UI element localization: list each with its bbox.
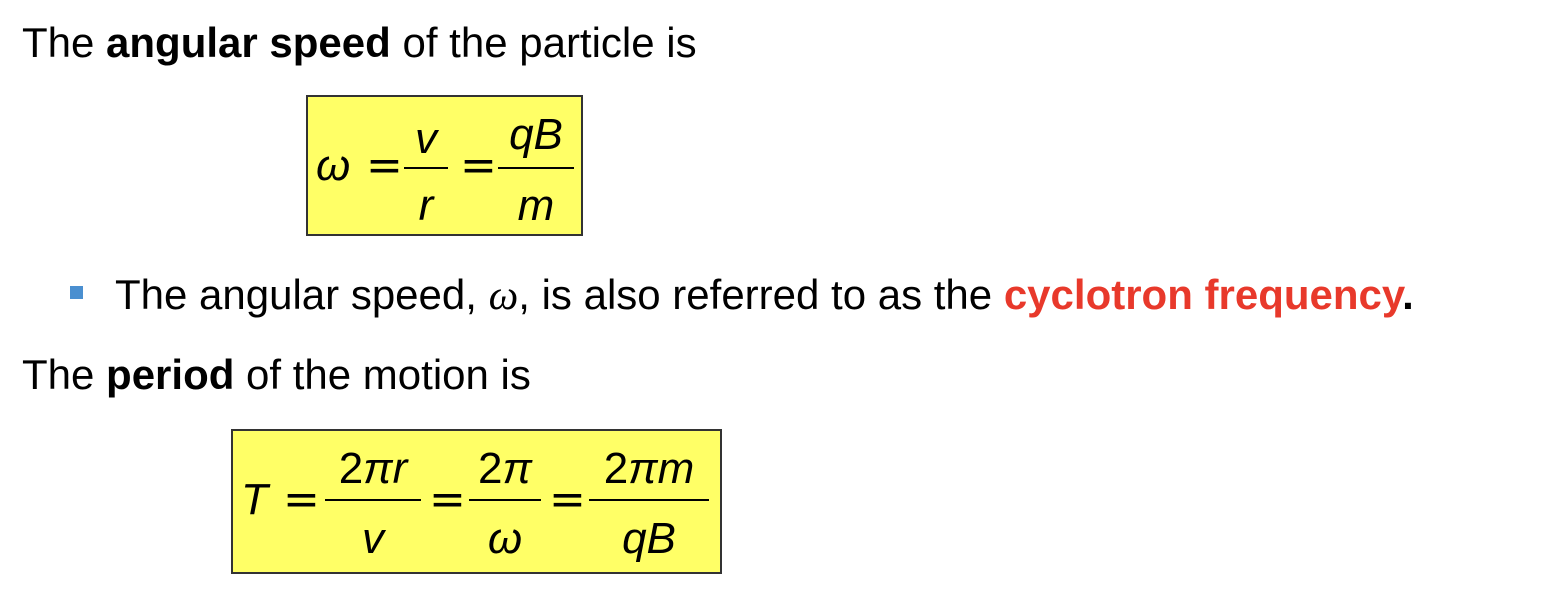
eq2-frac3-numerator xyxy=(589,444,709,493)
line1-bold-term: angular speed xyxy=(106,19,391,66)
eq1-frac1-bar xyxy=(404,167,448,169)
eq2-fraction-2pir-over-v xyxy=(325,431,421,576)
bullet-omega-symbol: ω xyxy=(488,273,519,319)
angular-speed-intro xyxy=(22,19,697,66)
eq2-equals-2: = xyxy=(429,474,466,525)
eq1-fraction-qB-over-m xyxy=(498,97,574,238)
eq2-fraction-2pim-over-qB xyxy=(589,431,709,576)
line3-suffix: of the motion is xyxy=(234,351,531,398)
eq1-frac1-denominator: r xyxy=(418,181,434,230)
eq2-frac1-denominator: v xyxy=(362,514,384,563)
period-equation-box xyxy=(231,429,722,574)
cyclotron-frequency-highlight: cyclotron frequency xyxy=(1003,271,1403,318)
eq2-frac3-digit: 2 xyxy=(603,444,629,493)
eq2-frac2-digit: 2 xyxy=(478,444,503,493)
line3-prefix: The xyxy=(22,351,107,398)
eq1-equals-1: = xyxy=(366,140,403,191)
line3-bold-term: period xyxy=(106,351,235,398)
eq2-frac2-denominator: ω xyxy=(487,514,523,563)
eq2-frac1-digit: 2 xyxy=(338,444,364,493)
line1-prefix: The xyxy=(22,19,107,66)
bullet-text-middle: , is also referred to as the xyxy=(518,271,1004,318)
eq2-frac2-bar xyxy=(469,499,541,501)
eq2-lhs-T: T xyxy=(241,475,268,524)
eq2-equals-1: = xyxy=(283,474,320,525)
eq2-frac3-rest: πm xyxy=(628,444,695,493)
eq2-fraction-2pi-over-omega xyxy=(469,431,541,576)
bullet-square-icon xyxy=(70,286,83,299)
eq1-fraction-v-over-r xyxy=(404,97,448,238)
eq2-equals-3: = xyxy=(549,474,586,525)
bullet-text-end: . xyxy=(1402,271,1414,318)
eq2-frac3-denominator: qB xyxy=(622,514,676,563)
line1-suffix: of the particle is xyxy=(390,19,697,66)
angular-speed-equation-box xyxy=(306,95,583,236)
bullet-text xyxy=(115,271,1414,319)
eq2-frac3-bar xyxy=(589,499,709,501)
eq1-frac2-denominator: m xyxy=(517,181,555,230)
eq2-frac2-rest: π xyxy=(502,444,532,493)
eq1-frac2-numerator: qB xyxy=(509,110,563,159)
eq2-frac1-rest: πr xyxy=(363,444,408,493)
eq2-frac2-numerator xyxy=(469,444,541,493)
eq1-lhs-omega: ω xyxy=(316,141,351,190)
eq1-equals-2: = xyxy=(460,140,497,191)
eq2-frac1-bar xyxy=(325,499,421,501)
eq1-frac1-numerator: v xyxy=(415,114,437,163)
eq1-frac2-bar xyxy=(498,167,574,169)
eq2-frac1-numerator xyxy=(325,444,421,493)
bullet-text-before: The angular speed, xyxy=(115,271,489,318)
period-intro xyxy=(22,351,531,398)
